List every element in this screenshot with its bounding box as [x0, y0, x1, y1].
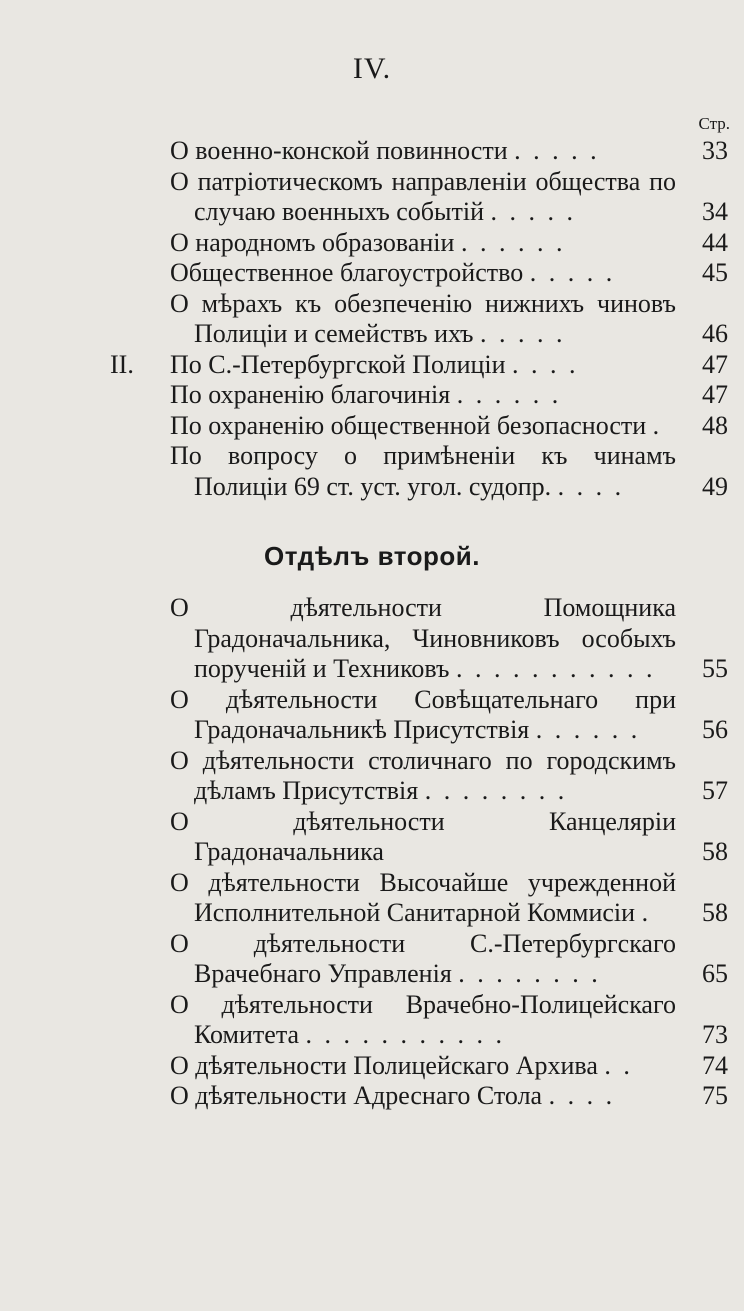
toc-entry	[110, 807, 730, 868]
toc-entry-text: По охраненію общественной безопасности	[170, 410, 647, 440]
toc-section-two	[110, 593, 730, 1112]
toc-entry-title	[110, 380, 676, 411]
toc-entry-text: О мѣрахъ къ обезпеченію нижнихъ чиновъ Полиціи и семействъ ихъ	[170, 288, 676, 348]
toc-entry-text: Общественное благоустройство	[170, 258, 524, 287]
toc-entry-title	[110, 1081, 676, 1112]
toc-entry-leader-dots: . . . . . .	[460, 227, 566, 257]
toc-entry-page: 46	[702, 319, 728, 348]
toc-entry-page: 48	[702, 410, 728, 440]
toc-entry	[110, 441, 730, 502]
toc-entry-title	[110, 593, 676, 685]
toc-entry-leader-dots: .	[652, 410, 663, 440]
toc-entry-text: О дѣятельности Полицейскаго Архива	[170, 1050, 598, 1080]
toc-entry-text: О военно-конской повинности	[170, 136, 508, 165]
section-title: Отдѣлъ второй.	[264, 541, 480, 571]
toc-entry-page: 47	[702, 380, 728, 409]
toc-entry-title	[110, 350, 676, 381]
toc-entry-text: По вопросу о примѣненіи къ чинамъ Полиціи 69 ст. уст. угол. судопр.	[170, 441, 676, 501]
toc-entry-text: О дѣятельности Помощника Градоначальника, Чиновниковъ особыхъ порученій и Техниковъ	[170, 593, 676, 683]
toc-entry-title	[110, 136, 676, 167]
toc-entry-page: 33	[702, 136, 728, 165]
toc-entry-text: О дѣятельности Канцеляріи Градоначальника	[170, 806, 676, 866]
toc-entry-title	[110, 807, 676, 868]
toc-entry-title	[110, 1051, 676, 1082]
toc-entry-text: О дѣятельности С.-Петербургскаго Врачебнаго Управленія	[170, 928, 676, 988]
toc-entry-title	[110, 411, 676, 442]
toc-entry-title	[110, 868, 676, 929]
toc-entry-leader-dots: . . . . . . . .	[424, 776, 568, 805]
toc-entry	[110, 685, 730, 746]
toc-entry-leader-dots: . . . . .	[490, 197, 576, 226]
toc-entry	[110, 289, 730, 350]
page-number: IV.	[352, 52, 392, 85]
toc-entry	[110, 1081, 730, 1112]
toc-entry	[110, 167, 730, 228]
toc-entry-text: О патріотическомъ направленіи общества по случаю военныхъ событій	[170, 166, 676, 226]
toc-entry-title	[110, 228, 676, 259]
toc-entry-title	[110, 929, 676, 990]
toc-entry-title	[110, 441, 676, 502]
toc-entry-title	[110, 990, 676, 1051]
toc-entry	[110, 411, 730, 442]
toc-entry	[110, 228, 730, 259]
toc-entry-leader-dots: .	[641, 898, 652, 927]
toc-entry-page: 34	[702, 197, 728, 226]
toc-entry	[110, 136, 730, 167]
toc-entry-text: О дѣятельности Адреснаго Стола	[170, 1081, 543, 1110]
toc-entry-leader-dots: . . . . . . . .	[458, 959, 601, 988]
toc-entry-title	[110, 685, 676, 746]
toc-entry-leader-dots: . . . . . . . . . . .	[305, 1020, 506, 1049]
toc-entry-title	[110, 167, 676, 228]
toc-entry-leader-dots: . .	[604, 1050, 633, 1080]
toc-entry-leader-dots: . . . . .	[514, 136, 600, 165]
toc-entry-text: О дѣятельности Совѣщательнаго при Градоначальникѣ Присутствія	[170, 684, 676, 744]
toc-entry	[110, 868, 730, 929]
toc-entry	[110, 593, 730, 685]
toc-entry-leader-dots: . . . . . . . . . . .	[455, 654, 656, 683]
toc-entry	[110, 929, 730, 990]
toc-entry-title	[110, 258, 676, 289]
toc-entry-text: По охраненію благочинія	[170, 380, 451, 409]
toc-entry-title	[110, 746, 676, 807]
toc-entry-page: 74	[702, 1050, 728, 1080]
toc-entry-text: О дѣятельности столичнаго по городскимъ дѣламъ Присутствія	[170, 745, 676, 805]
toc-entry-leader-dots: . . . .	[548, 1081, 616, 1110]
toc-entry	[110, 990, 730, 1051]
page-column-header: Стр.	[698, 114, 730, 133]
toc-entry-text: О народномъ образованіи	[170, 227, 455, 257]
toc-entry-page: 58	[702, 837, 728, 866]
toc-entry	[110, 380, 730, 411]
toc-entry-text: О дѣятельности Высочайше учрежденной Исполнительной Санитарной Коммисіи	[170, 867, 676, 927]
toc-entry-leader-dots: . . . .	[557, 471, 625, 501]
toc-entry-page: 49	[702, 471, 728, 501]
toc-section-one	[110, 136, 730, 502]
toc-entry-text: По С.-Петербургской Полиціи	[170, 349, 506, 379]
toc-entry-page: 55	[702, 654, 728, 683]
toc-entry	[110, 258, 730, 289]
toc-entry-leader-dots: . . . . . .	[456, 380, 562, 409]
toc-entry-page: 58	[702, 898, 728, 927]
toc-entry-leader-dots: . . . .	[512, 349, 579, 379]
toc-entry-text: О дѣятельности Врачебно-Полицейскаго Комитета	[170, 989, 676, 1049]
toc-entry	[110, 746, 730, 807]
toc-entry-number: II.	[110, 349, 134, 379]
toc-entry	[110, 350, 730, 381]
toc-entry-page: 44	[702, 227, 728, 257]
toc-entry-page: 47	[702, 349, 728, 379]
toc-entry-page: 56	[702, 715, 728, 744]
toc-entry-page: 57	[702, 776, 728, 805]
toc-entry-page: 65	[702, 959, 728, 988]
toc-entry	[110, 1051, 730, 1082]
toc-entry-page: 73	[702, 1020, 728, 1049]
toc-entry-leader-dots: . . . . .	[479, 319, 566, 348]
toc-entry-leader-dots: . . . . .	[529, 258, 616, 287]
toc-entry-title	[110, 289, 676, 350]
toc-entry-page: 75	[702, 1081, 728, 1110]
toc-entry-leader-dots: . . . . . .	[535, 715, 641, 744]
toc-entry-page: 45	[702, 258, 728, 287]
